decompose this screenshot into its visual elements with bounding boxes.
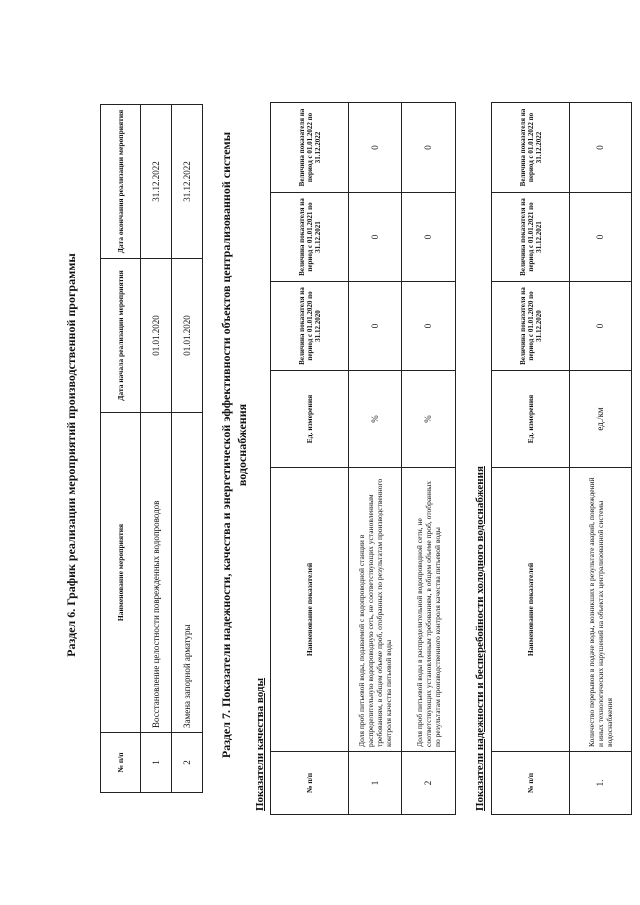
table-row [349,103,402,815]
section-7-title-line2: водоснабжения [235,403,249,487]
header-value-2020: Величина показателя на период с 01.01.2020 по 31.12.2020 [271,282,349,371]
header-num: № п/п [492,752,570,815]
value-2022: 0 [349,103,402,193]
header-num: № п/п [101,733,141,793]
header-event-name: Наименование мероприятия [101,413,141,733]
header-unit: Ед. измерения [492,371,570,468]
value-2022: 0 [570,103,632,193]
unit: % [402,371,456,468]
row-num: 1. [570,752,632,815]
value-2021: 0 [402,193,456,282]
row-num: 1 [141,733,172,793]
header-value-2022: Величина показателя на период с 01.01.2022 по 31.12.2022 [492,103,570,193]
row-num: 2 [172,733,203,793]
table-row [402,103,456,815]
header-unit: Ед. измерения [271,371,349,468]
header-indicator-name: Наименование показателей [271,468,349,752]
indicator-name: Доля проб питьевой воды, подаваемой с водопроводной станции в распределительную водопроводную сеть, не соответствующих установленным требованиям, в общем объеме проб, отобранных по результатам производственного контроля качества питьевой воды [349,468,402,752]
value-2020: 0 [402,282,456,371]
reliability-subtitle: Показатели надежности и бесперебойности холодного водоснабжения [474,466,486,811]
header-indicator-name: Наименование показателей [492,468,570,752]
value-2021: 0 [570,193,632,282]
start-date: 01.01.2020 [172,259,203,413]
end-date: 31.12.2022 [141,105,172,259]
schedule-table [100,104,203,793]
table-row [172,105,203,793]
quality-table [270,102,456,815]
section-7-title [218,85,250,805]
end-date: 31.12.2022 [172,105,203,259]
event-name: Восстановление целостности поврежденных водопроводов [141,413,172,733]
header-value-2021: Величина показателя на период с 01.01.2021 по 31.12.2021 [492,193,570,282]
table-header-row [271,103,349,815]
value-2021: 0 [349,193,402,282]
start-date: 01.01.2020 [141,259,172,413]
table-header-row [492,103,570,815]
table-row [570,103,632,815]
event-name: Замена запорной арматуры [172,413,203,733]
unit: ед./км [570,371,632,468]
value-2020: 0 [570,282,632,371]
quality-subtitle: Показатели качества воды [254,677,266,811]
row-num: 1 [349,752,402,815]
value-2022: 0 [402,103,456,193]
row-num: 2 [402,752,456,815]
value-2020: 0 [349,282,402,371]
header-value-2020: Величина показателя на период с 01.01.2020 по 31.12.2020 [492,282,570,371]
indicator-name: Количество перерывов в подаче воды, возникших в результате аварий, повреждений и иных технологических нарушений на объектах централизованной системы водоснабжения [570,468,632,752]
header-end-date: Дата окончания реализации мероприятия [101,105,141,259]
header-value-2021: Величина показателя на период с 01.01.2021 по 31.12.2021 [271,193,349,282]
header-value-2022: Величина показателя на период с 01.01.2022 по 31.12.2022 [271,103,349,193]
table-row [141,105,172,793]
table-header-row [101,105,141,793]
header-start-date: Дата начала реализации мероприятия [101,259,141,413]
indicator-name: Доля проб питьевой воды в распределительной водопроводной сети, не соответствующих установленным требованиям, в общем объеме проб, отобранных по результатам производственного контроля качества питьевой воды [402,468,456,752]
reliability-table [491,102,632,815]
section-7-title-line1: Раздел 7. Показатели надежности, качества и энергетической эффективности объектов централизованной системы [219,131,233,759]
section-6-title: Раздел 6. График реализации мероприятий производственной программы [64,253,78,657]
header-num: № п/п [271,752,349,815]
unit: % [349,371,402,468]
